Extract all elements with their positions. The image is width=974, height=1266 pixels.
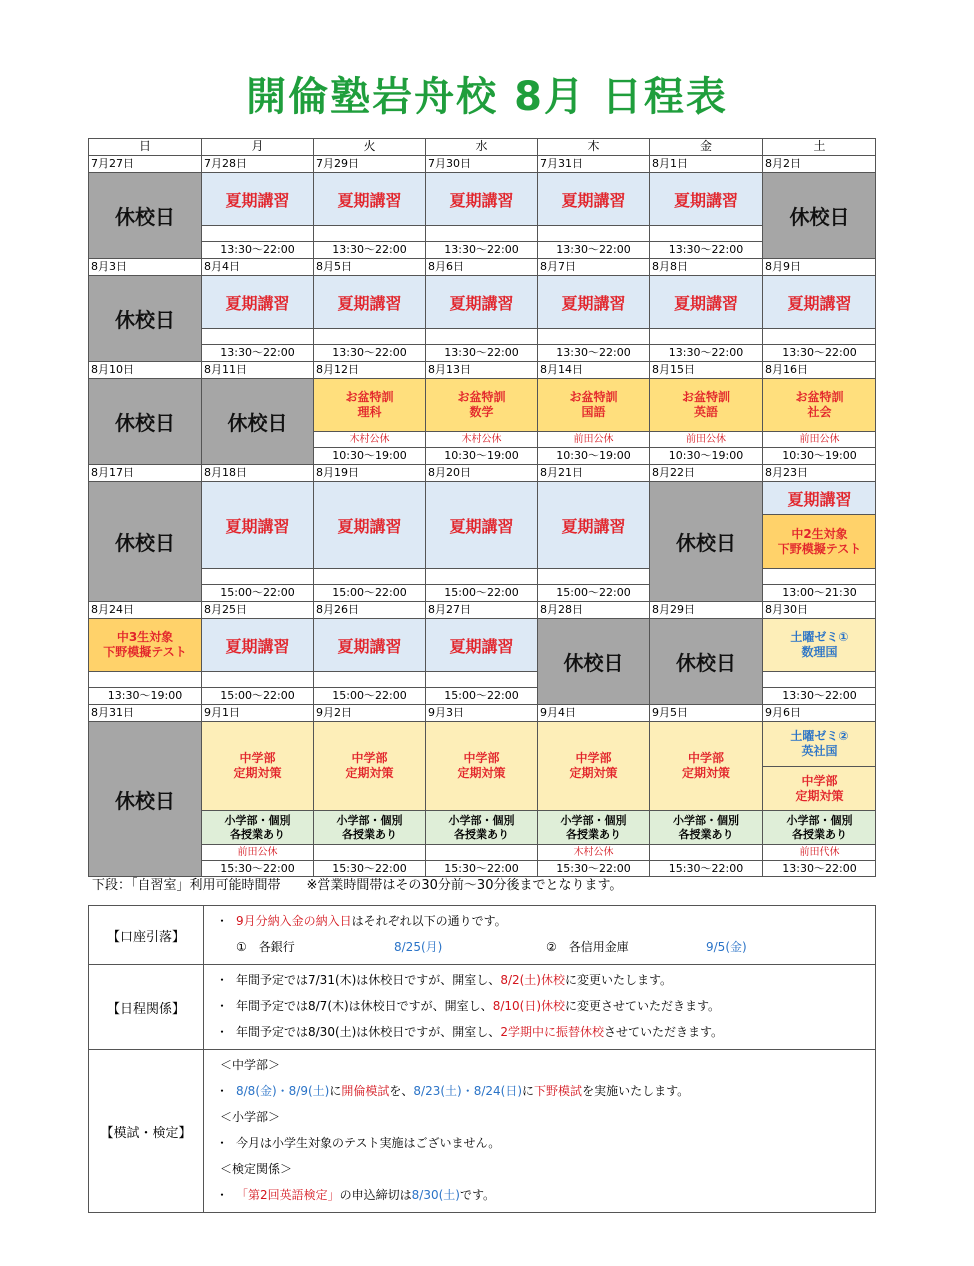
study-room-hours: 15:00～22:00 xyxy=(313,687,425,704)
staff-note: 前田代休 xyxy=(762,844,876,860)
date-label: 8月10日 xyxy=(88,361,201,378)
cell-text-line: 中3生対象 xyxy=(116,630,174,644)
junior-high-exam-prep-cell xyxy=(201,721,313,810)
holiday-cell: 休校日 xyxy=(201,378,313,464)
date-label: 8月7日 xyxy=(537,258,649,275)
staff-note: 木村公休 xyxy=(537,844,649,860)
staff-note xyxy=(201,225,313,241)
date-label: 8月20日 xyxy=(425,464,537,481)
study-room-hours: 13:30～22:00 xyxy=(762,687,876,704)
summer-course-cell: 夏期講習 xyxy=(649,172,762,225)
study-room-hours: 13:30～22:00 xyxy=(425,241,537,258)
staff-note xyxy=(537,328,649,344)
summer-course-cell: 夏期講習 xyxy=(313,481,425,568)
cell-text-line: 中学部 xyxy=(351,751,388,765)
cell-text-line: 各授業あり xyxy=(792,827,847,841)
cell-text-line: 小学部・個別 xyxy=(673,813,739,827)
cell-text-line: 国語 xyxy=(581,405,606,419)
study-room-hours: 15:00～22:00 xyxy=(201,584,313,601)
date-label: 7月28日 xyxy=(201,155,313,172)
summer-course-cell: 夏期講習 xyxy=(425,618,537,671)
staff-note xyxy=(425,568,537,584)
elementary-class-cell xyxy=(201,810,313,844)
holiday-cell: 休校日 xyxy=(88,481,201,601)
staff-note xyxy=(425,225,537,241)
cell-text-line: 各授業あり xyxy=(342,827,397,841)
staff-note xyxy=(649,328,762,344)
study-room-hours: 10:30～19:00 xyxy=(313,447,425,464)
obon-training-cell xyxy=(762,378,876,431)
holiday-cell: 休校日 xyxy=(88,721,201,877)
summer-course-cell: 夏期講習 xyxy=(762,275,876,328)
holiday-cell: 休校日 xyxy=(762,172,876,258)
cell-text-line: 下野模擬テスト xyxy=(103,645,187,659)
cell-text-line: 定期対策 xyxy=(681,766,730,780)
study-room-hours: 13:30～22:00 xyxy=(537,241,649,258)
study-room-hours: 15:30～22:00 xyxy=(649,860,762,877)
staff-note: 前田公休 xyxy=(201,844,313,860)
staff-note xyxy=(201,671,313,687)
cell-text-line: 定期対策 xyxy=(795,788,844,803)
date-label: 8月5日 xyxy=(313,258,425,275)
staff-note xyxy=(313,225,425,241)
study-room-hours: 13:30～22:00 xyxy=(649,344,762,361)
elementary-class-cell xyxy=(649,810,762,844)
study-room-hours: 15:30～22:00 xyxy=(201,860,313,877)
study-room-hours: 13:30～22:00 xyxy=(425,344,537,361)
bank2-label: ② 各信用金庫 xyxy=(546,940,629,954)
summer-course-cell: 夏期講習 xyxy=(313,172,425,225)
study-room-hours: 15:30～22:00 xyxy=(425,860,537,877)
summer-course-cell: 夏期講習 xyxy=(313,275,425,328)
bank1-label: ① 各銀行 xyxy=(236,940,295,954)
date-label: 9月4日 xyxy=(537,704,649,721)
mock-test-cell xyxy=(88,618,201,671)
staff-note xyxy=(649,225,762,241)
date-label: 8月9日 xyxy=(762,258,876,275)
cell-text-line: お盆特訓 xyxy=(345,390,394,404)
cell-text-line: 小学部・個別 xyxy=(224,813,291,827)
cell-text-line: 中学部 xyxy=(687,751,724,765)
info-label-koza: 【口座引落】 xyxy=(89,906,204,965)
date-label: 8月31日 xyxy=(88,704,201,721)
staff-note: 前田公休 xyxy=(537,431,649,447)
summer-course-cell: 夏期講習 xyxy=(201,172,313,225)
cell-text-line: 小学部・個別 xyxy=(448,813,515,827)
staff-note xyxy=(313,844,425,860)
cell-text-line: 社会 xyxy=(807,405,832,419)
bank2-date: 9/5(金) xyxy=(706,940,747,954)
obon-training-cell xyxy=(425,378,537,431)
holiday-cell: 休校日 xyxy=(649,618,762,704)
study-room-hours: 13:30～19:00 xyxy=(88,687,201,704)
cell-text-line: 数理国 xyxy=(801,645,838,659)
summer-course-cell: 夏期講習 xyxy=(537,481,649,568)
date-label: 8月6日 xyxy=(425,258,537,275)
cell-text-line: 土曜ゼミ② xyxy=(790,729,849,743)
obon-training-cell xyxy=(537,378,649,431)
cell-text-line: 中学部 xyxy=(575,751,612,765)
holiday-cell: 休校日 xyxy=(88,378,201,464)
cell-text-line: お盆特訓 xyxy=(795,390,844,404)
study-room-hours: 13:30～22:00 xyxy=(762,860,876,877)
cell-text-line: 数学 xyxy=(469,405,494,419)
holiday-cell: 休校日 xyxy=(649,481,762,601)
junior-high-exam-prep-cell xyxy=(313,721,425,810)
cell-text-line: 中学部 xyxy=(239,751,276,765)
study-room-hours: 15:30～22:00 xyxy=(537,860,649,877)
staff-note xyxy=(762,328,876,344)
date-label: 8月11日 xyxy=(201,361,313,378)
date-label: 7月27日 xyxy=(88,155,201,172)
date-label: 8月12日 xyxy=(313,361,425,378)
study-room-hours: 15:30～22:00 xyxy=(313,860,425,877)
junior-high-exam-prep-cell xyxy=(762,766,876,810)
staff-note xyxy=(762,568,876,584)
cell-text-line: お盆特訓 xyxy=(569,390,618,404)
date-label: 8月4日 xyxy=(201,258,313,275)
cell-text-line: 中学部 xyxy=(801,773,838,788)
info-label-nittei: 【日程関係】 xyxy=(89,965,204,1050)
study-room-hours: 15:00～22:00 xyxy=(537,584,649,601)
date-label: 7月29日 xyxy=(313,155,425,172)
info-table xyxy=(88,905,876,1213)
summer-course-cell: 夏期講習 xyxy=(537,275,649,328)
cell-text-line: 定期対策 xyxy=(569,766,618,780)
cell-text-line: 各授業あり xyxy=(678,827,734,841)
cell-text-line: 各授業あり xyxy=(454,827,509,841)
obon-training-cell xyxy=(649,378,762,431)
elementary-class-cell xyxy=(425,810,537,844)
staff-note: 前田公休 xyxy=(649,431,762,447)
cell-text-line: 下野模擬テスト xyxy=(777,541,862,556)
elementary-class-cell xyxy=(537,810,649,844)
summer-course-cell: 夏期講習 xyxy=(425,172,537,225)
study-room-hours: 15:00～22:00 xyxy=(201,687,313,704)
date-label: 7月31日 xyxy=(537,155,649,172)
study-room-hours: 13:00～21:30 xyxy=(762,584,876,601)
cell-text-line: 理科 xyxy=(357,405,382,419)
study-room-hours: 13:30～22:00 xyxy=(649,241,762,258)
staff-note xyxy=(762,671,876,687)
staff-note xyxy=(537,568,649,584)
summer-course-cell: 夏期講習 xyxy=(762,481,876,514)
cell-text-line: お盆特訓 xyxy=(681,390,730,404)
holiday-cell: 休校日 xyxy=(88,172,201,258)
study-room-hours: 13:30～22:00 xyxy=(537,344,649,361)
study-room-hours: 13:30～22:00 xyxy=(201,344,313,361)
date-label: 8月23日 xyxy=(762,464,876,481)
cell-text-line: 小学部・個別 xyxy=(336,813,403,827)
info-label-moshi: 【模試・検定】 xyxy=(89,1050,204,1213)
staff-note xyxy=(425,328,537,344)
date-label: 8月2日 xyxy=(762,155,876,172)
staff-note xyxy=(425,671,537,687)
holiday-cell: 休校日 xyxy=(537,618,649,704)
weekday-header: 火 xyxy=(313,138,425,155)
date-label: 8月30日 xyxy=(762,601,876,618)
summer-course-cell: 夏期講習 xyxy=(425,481,537,568)
summer-course-cell: 夏期講習 xyxy=(201,275,313,328)
staff-note xyxy=(313,328,425,344)
weekday-header: 月 xyxy=(201,138,313,155)
date-label: 7月30日 xyxy=(425,155,537,172)
date-label: 9月6日 xyxy=(762,704,876,721)
junior-high-exam-prep-cell xyxy=(425,721,537,810)
study-room-hours: 15:00～22:00 xyxy=(425,584,537,601)
bank1-date: 8/25(月) xyxy=(394,940,443,954)
weekday-header: 木 xyxy=(537,138,649,155)
cell-text-line: 各授業あり xyxy=(230,827,285,841)
study-room-hours: 10:30～19:00 xyxy=(649,447,762,464)
date-label: 8月13日 xyxy=(425,361,537,378)
weekday-header: 金 xyxy=(649,138,762,155)
date-label: 8月19日 xyxy=(313,464,425,481)
date-label: 8月26日 xyxy=(313,601,425,618)
cell-text-line: 中2生対象 xyxy=(791,526,848,541)
date-label: 8月24日 xyxy=(88,601,201,618)
saturday-seminar-cell xyxy=(762,721,876,766)
cell-text-line: 小学部・個別 xyxy=(560,813,627,827)
cell-text-line: お盆特訓 xyxy=(457,390,506,404)
weekday-header: 水 xyxy=(425,138,537,155)
staff-note: 木村公休 xyxy=(313,431,425,447)
cell-text-line: 英社国 xyxy=(801,744,838,758)
date-label: 8月21日 xyxy=(537,464,649,481)
study-room-hours: 10:30～19:00 xyxy=(537,447,649,464)
study-room-hours: 13:30～22:00 xyxy=(201,241,313,258)
junior-high-exam-prep-cell xyxy=(649,721,762,810)
koza-due-text: 9月分納入金の納入日 xyxy=(236,914,352,928)
cell-text-line: 定期対策 xyxy=(345,766,394,780)
date-label: 8月1日 xyxy=(649,155,762,172)
study-room-hours: 13:30～22:00 xyxy=(313,241,425,258)
elementary-class-cell xyxy=(313,810,425,844)
summer-course-cell: 夏期講習 xyxy=(649,275,762,328)
study-room-hours: 10:30～19:00 xyxy=(762,447,876,464)
saturday-seminar-cell xyxy=(762,618,876,671)
date-label: 9月3日 xyxy=(425,704,537,721)
info-row-koza: 【口座引落】 ・ 9月分納入金の納入日はそれぞれ以下の通りです。 ① 各銀行 8/25(月) ② 各信用金庫 9/5(金) xyxy=(89,906,876,965)
summer-course-cell: 夏期講習 xyxy=(201,618,313,671)
date-label: 8月17日 xyxy=(88,464,201,481)
staff-note xyxy=(537,225,649,241)
summer-course-cell: 夏期講習 xyxy=(313,618,425,671)
date-label: 8月29日 xyxy=(649,601,762,618)
date-label: 8月14日 xyxy=(537,361,649,378)
cell-text-line: 小学部・個別 xyxy=(786,813,853,827)
date-label: 8月18日 xyxy=(201,464,313,481)
staff-note xyxy=(313,568,425,584)
study-room-hours: 15:00～22:00 xyxy=(425,687,537,704)
date-label: 9月1日 xyxy=(201,704,313,721)
date-label: 8月15日 xyxy=(649,361,762,378)
summer-course-cell: 夏期講習 xyxy=(425,275,537,328)
junior-high-exam-prep-cell xyxy=(537,721,649,810)
summer-course-cell: 夏期講習 xyxy=(201,481,313,568)
cell-text-line: 定期対策 xyxy=(233,766,282,780)
weekday-header: 土 xyxy=(762,138,876,155)
date-label: 8月28日 xyxy=(537,601,649,618)
cell-text-line: 英語 xyxy=(693,405,718,419)
cell-text-line: 中学部 xyxy=(463,751,500,765)
cell-text-line: 各授業あり xyxy=(566,827,621,841)
staff-note xyxy=(201,568,313,584)
info-row-nittei: 【日程関係】 ・ 年間予定では7/31(木)は休校日ですが、開室し、8/2(土)休校に変更いたします。 ・ 年間予定では8/7(木)は休校日ですが、開室し、8/10(日)休校に変更させていただきます。 ・ 年間予定では8/30(土)は休校日ですが、開室し、2学期中に振替休校させていただきます。 xyxy=(89,965,876,1050)
obon-training-cell xyxy=(313,378,425,431)
summer-course-cell: 夏期講習 xyxy=(537,172,649,225)
study-room-hours: 10:30～19:00 xyxy=(425,447,537,464)
date-label: 8月22日 xyxy=(649,464,762,481)
staff-note xyxy=(649,844,762,860)
study-room-hours: 13:30～22:00 xyxy=(762,344,876,361)
date-label: 8月8日 xyxy=(649,258,762,275)
date-label: 8月27日 xyxy=(425,601,537,618)
page-title: 開倫塾岩舟校 8月 日程表 xyxy=(246,74,728,120)
mock-test-cell xyxy=(762,514,876,568)
cell-text-line: 土曜ゼミ① xyxy=(790,630,849,644)
study-room-hours: 13:30～22:00 xyxy=(313,344,425,361)
cell-text-line: 定期対策 xyxy=(457,766,506,780)
study-room-hours: 15:00～22:00 xyxy=(313,584,425,601)
date-label: 8月16日 xyxy=(762,361,876,378)
staff-note xyxy=(201,328,313,344)
footnote: 下段：「自習室」利用可能時間帯 ※営業時間帯はその30分前～30分後までとなります。 xyxy=(92,878,623,893)
schedule-calendar xyxy=(88,138,876,877)
staff-note: 前田公休 xyxy=(762,431,876,447)
staff-note: 木村公休 xyxy=(425,431,537,447)
staff-note xyxy=(425,844,537,860)
holiday-cell: 休校日 xyxy=(88,275,201,361)
date-label: 8月3日 xyxy=(88,258,201,275)
date-label: 9月5日 xyxy=(649,704,762,721)
info-row-moshi: 【模試・検定】 ＜中学部＞ ・ 8/8(金)・8/9(土)に開倫模試を、8/23(土)・8/24(日)に下野模試を実施いたします。 ＜小学部＞ ・ 今月は小学生対象のテスト実施はございません。 ＜検定関係＞ ・ 「第2回英語検定」の申込締切は8/30(土)です。 xyxy=(89,1050,876,1213)
elementary-class-cell xyxy=(762,810,876,844)
staff-note xyxy=(88,671,201,687)
staff-note xyxy=(313,671,425,687)
date-label: 8月25日 xyxy=(201,601,313,618)
date-label: 9月2日 xyxy=(313,704,425,721)
weekday-header: 日 xyxy=(88,138,201,155)
